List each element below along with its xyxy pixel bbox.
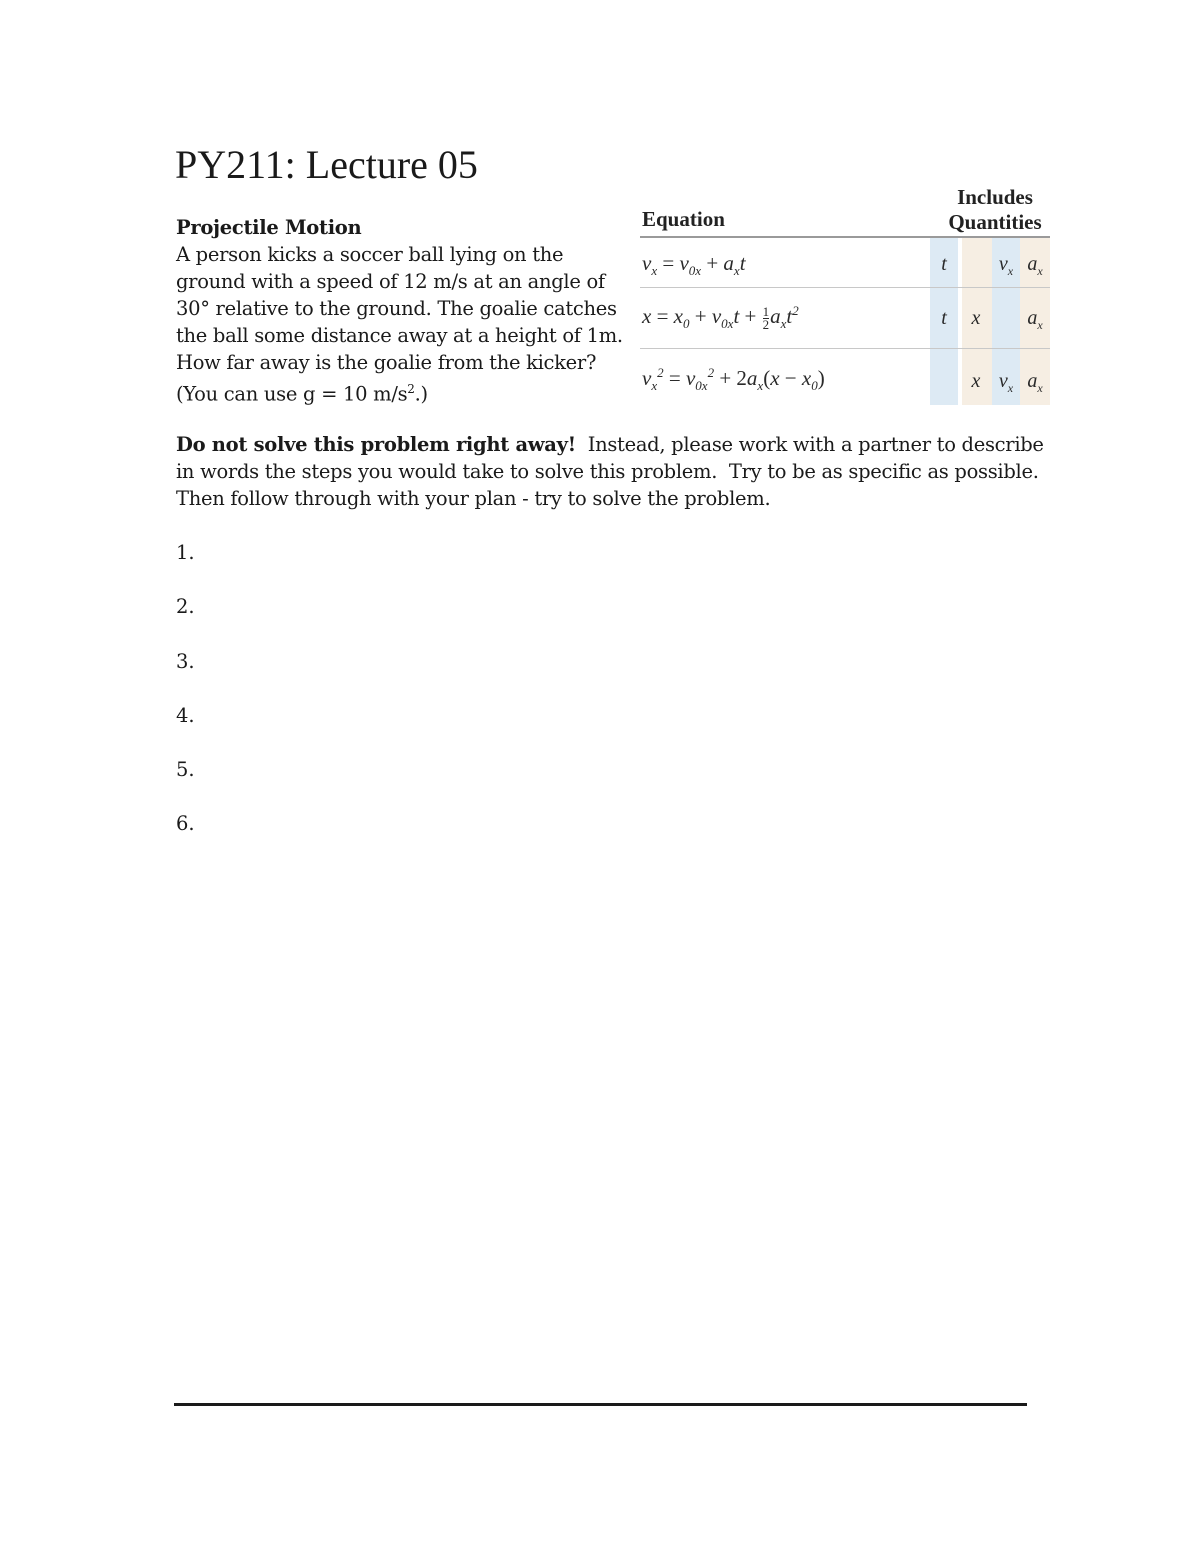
quantity-vx-row-1: $v_x$ bbox=[998, 253, 1014, 278]
quantity-t-row-1: t bbox=[941, 253, 947, 275]
problem-text-end: .) bbox=[414, 382, 428, 406]
step-6: 6. bbox=[176, 812, 195, 836]
quantity-ax-row-3: $a_x$ bbox=[1027, 370, 1043, 395]
step-3: 3. bbox=[176, 649, 195, 673]
kinematics-equation-table bbox=[638, 185, 1050, 405]
quantity-x-row-3: x bbox=[971, 370, 981, 392]
quantity-ax-row-1: $a_x$ bbox=[1027, 253, 1043, 278]
quantity-ax-row-2: $a_x$ bbox=[1027, 307, 1043, 332]
header-divider bbox=[640, 236, 1050, 238]
instructions-paragraph bbox=[176, 431, 1051, 512]
instructions-lead: Do not solve this problem right away! bbox=[176, 433, 576, 456]
instructions-body: Instead, please work with a partner to describe in words the steps you would take to solve this problem. Try to be as specific as possible. Then follow through with your plan - try to solve the problem. bbox=[176, 433, 1051, 510]
page-title: PY211: Lecture 05 bbox=[175, 142, 478, 187]
problem-text-superscript: 2 bbox=[407, 382, 415, 396]
problem-statement bbox=[176, 214, 626, 408]
table-header-includes: Includes Quantities bbox=[948, 185, 1042, 234]
fraction-one-half: $\frac{1}{2}$ bbox=[762, 303, 770, 332]
step-2: 2. bbox=[176, 595, 195, 619]
quantity-t-row-2: t bbox=[941, 307, 947, 329]
row-divider bbox=[640, 348, 1050, 349]
problem-text: A person kicks a soccer ball lying on the ground with a speed of 12 m/s at an angle of 30° relative to the ground. The goalie catches the ball some distance away at a height of 1m. How far away is the goalie from the kicker? (You can use g = 10 m/s bbox=[176, 243, 623, 406]
footer-divider bbox=[174, 1403, 1027, 1406]
equation-row-3: $v_x^2 = v_{0x}^2 + 2a_x(x - x_0)$ bbox=[642, 365, 825, 394]
step-4: 4. bbox=[176, 703, 195, 727]
equation-row-1: $v_x = v_{0x} + a_xt$ bbox=[642, 251, 746, 279]
row-divider bbox=[640, 287, 1050, 288]
step-5: 5. bbox=[176, 758, 195, 782]
quantity-vx-row-3: $v_x$ bbox=[998, 370, 1014, 395]
steps-list bbox=[176, 539, 195, 865]
problem-subtitle: Projectile Motion bbox=[176, 216, 362, 239]
quantity-x-row-2: x bbox=[971, 307, 981, 329]
step-1: 1. bbox=[176, 541, 195, 564]
equation-row-2: $x = x_0 + v_{0x}t$ + $\frac{1}{2}$ $a_xt^2$ bbox=[642, 303, 799, 332]
table-header-equation: Equation bbox=[642, 207, 725, 231]
